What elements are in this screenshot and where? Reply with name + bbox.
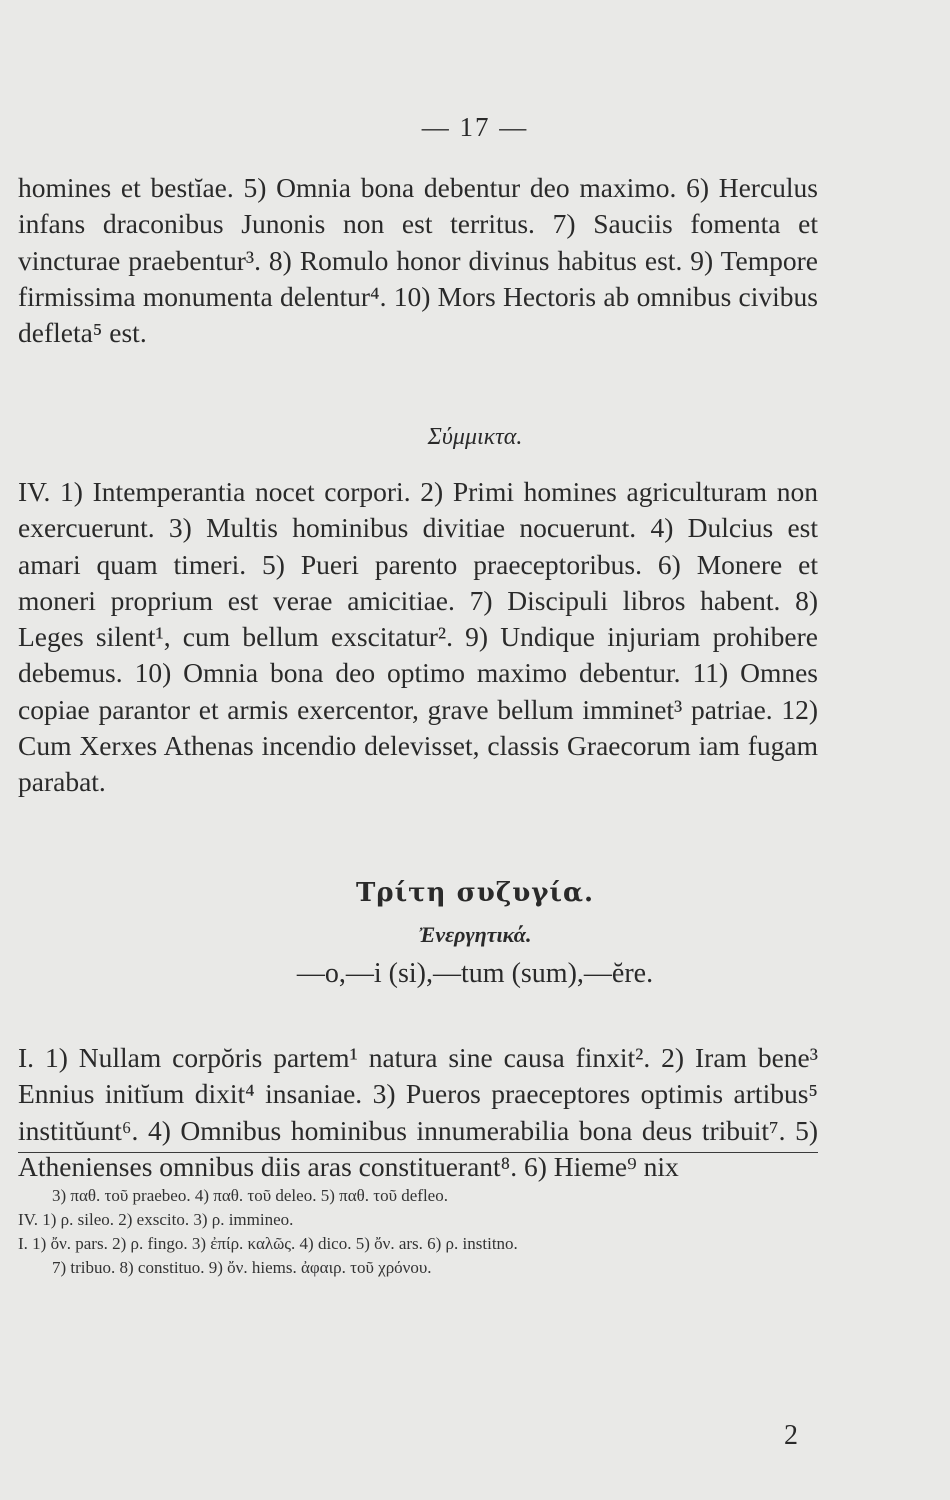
- signature-mark: 2: [784, 1420, 798, 1451]
- paragraph-top: [18, 170, 818, 351]
- heading-energetika: Ἐνεργητικά.: [418, 922, 532, 947]
- paragraph-iv: [18, 474, 818, 801]
- paragraph-iv-text: IV. 1) Intemperantia nocet corpori. 2) Primi homines agriculturam non exercuerunt. 3) Multis hominibus divitiae nocuerunt. 4) Dulcius est amari quam timeri. 5) Pueri parento praeceptoribus. 6) Monere et moneri proprium est verae amicitiae. 7) Discipuli libros habent. 8) Leges silent¹, cum bellum exscitatur². 9) Undique injuriam prohibere debemus. 10) Omnia bona deo optimo maximo debentur. 11) Omnes copiae parantor et armis exercentor, grave bellum imminet³ patriae. 12) Cum Xerxes Athenas incendio delevisset, classis Graecorum iam fugam parabat.: [18, 476, 818, 798]
- verb-endings: —o,—i (si),—tum (sum),—ĕre.: [296, 958, 654, 989]
- paragraph-top-text: homines et bestĭae. 5) Omnia bona debentur deo maximo. 6) Herculus infans draconibus Junonis non est territus. 7) Sauciis fomenta et vincturae praebentur³. 8) Romulo honor divinus habitus est. 9) Tempore firmissima monumenta delentur⁴. 10) Mors Hectoris ab omnibus civibus defleta⁵ est.: [18, 172, 818, 349]
- heading-symmikta: Σύμμικτα.: [427, 424, 523, 450]
- paragraph-i: [18, 1040, 818, 1185]
- footnote-line: 3) παθ. τοῦ praebeo. 4) παθ. τοῦ deleo. 5) παθ. τοῦ defleo.: [52, 1186, 448, 1205]
- page-number: — 17 —: [421, 112, 529, 142]
- footnote-line: I. 1) ὄν. pars. 2) ρ. fingo. 3) ἐπίρ. καλῶς. 4) dico. 5) ὄν. ars. 6) ρ. institno.: [18, 1234, 518, 1253]
- footnote-line: 7) tribuo. 8) constituo. 9) ὄν. hiems. ἀφαιρ. τοῦ χρόνου.: [52, 1258, 432, 1277]
- footnote-divider: [18, 1152, 818, 1153]
- footnotes: [18, 1184, 828, 1280]
- paragraph-i-text: I. 1) Nullam corpŏris partem¹ natura sine causa finxit². 2) Iram bene³ Ennius initĭum dixit⁴ insaniae. 3) Pueros praeceptores optimis artibus⁵ institŭunt⁶. 4) Omnibus hominibus innumerabilia bona deus tribuit⁷. 5) Athenienses omnibus diis aras constituerant⁸. 6) Hieme⁹ nix: [18, 1042, 818, 1182]
- heading-conjugation: Τρίτη συζυγία.: [355, 878, 595, 908]
- footnote-line: IV. 1) ρ. sileo. 2) exscito. 3) ρ. immineo.: [18, 1210, 294, 1229]
